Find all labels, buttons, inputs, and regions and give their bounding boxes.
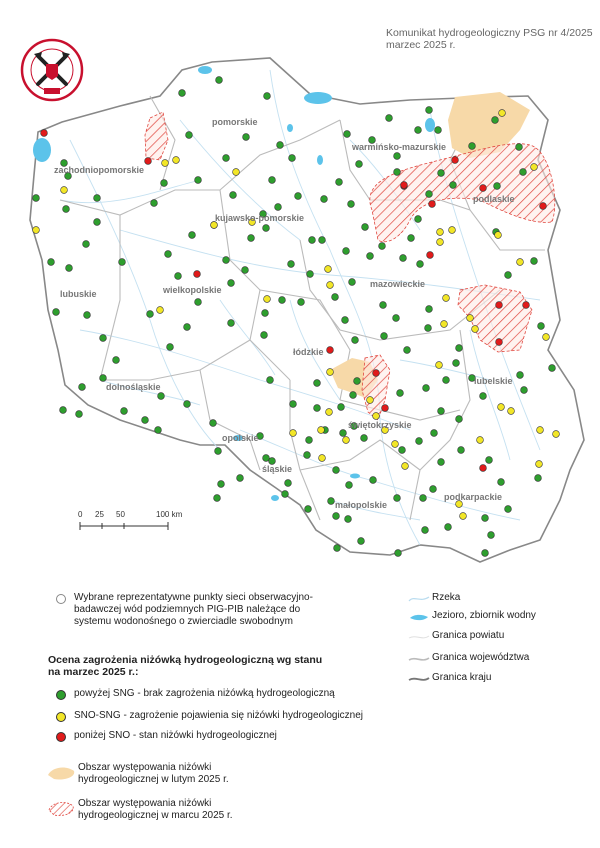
yellow-observation-point [327, 282, 334, 289]
green-observation-point [486, 457, 493, 464]
legend-kraj: Granica kraju [406, 672, 491, 686]
label-zachodniopomorskie: zachodniopomorskie [54, 165, 145, 175]
yellow-observation-point [460, 513, 467, 520]
yellow-observation-point [508, 408, 515, 415]
green-observation-point [343, 248, 350, 255]
green-observation-point [332, 294, 339, 301]
yellow-observation-point [326, 409, 333, 416]
green-observation-point [338, 404, 345, 411]
green-observation-point [228, 280, 235, 287]
green-observation-point [415, 127, 422, 134]
green-observation-point [394, 169, 401, 176]
legend-feb-area: Obszar występowania niżówki hydrogeologicznej w lutym 2025 r. [44, 762, 248, 786]
yellow-observation-point [467, 315, 474, 322]
green-observation-point [288, 261, 295, 268]
red-observation-point [327, 347, 334, 354]
green-observation-point [333, 467, 340, 474]
green-observation-point [83, 241, 90, 248]
legend-points: Wybrane reprezentatywne punkty sieci obserwacyjno-badawczej wód podziemnych PIG-PIB należące do systemu wodonośnego o zwierciadle swobodnym [48, 592, 368, 628]
green-observation-point [348, 201, 355, 208]
green-observation-point [445, 524, 452, 531]
red-observation-point [496, 302, 503, 309]
yellow-observation-point [343, 437, 350, 444]
green-observation-point [263, 225, 270, 232]
green-observation-point [33, 195, 40, 202]
green-observation-point [516, 144, 523, 151]
green-observation-point [155, 427, 162, 434]
yellow-observation-point [449, 227, 456, 234]
green-dot-icon [48, 688, 74, 702]
green-observation-point [426, 191, 433, 198]
yellow-observation-point [367, 397, 374, 404]
green-observation-point [367, 253, 374, 260]
green-observation-point [119, 259, 126, 266]
yellow-observation-point [517, 259, 524, 266]
yellow-observation-point [264, 296, 271, 303]
red-observation-point [523, 302, 530, 309]
green-observation-point [354, 378, 361, 385]
yellow-observation-point [498, 404, 505, 411]
green-observation-point [450, 182, 457, 189]
green-observation-point [482, 515, 489, 522]
scale-label-100: 100 km [156, 510, 183, 519]
label-malopolskie: małopolskie [335, 500, 388, 510]
green-observation-point [358, 538, 365, 545]
legend-red: poniżej SNO - stan niżówki hydrogeologicznej [48, 730, 277, 744]
green-observation-point [520, 169, 527, 176]
green-observation-point [422, 527, 429, 534]
red-observation-point [382, 405, 389, 412]
label-mazowieckie: mazowieckie [370, 279, 426, 289]
green-observation-point [142, 417, 149, 424]
yellow-dot-icon [48, 710, 74, 724]
green-observation-point [334, 545, 341, 552]
green-observation-point [230, 192, 237, 199]
yellow-observation-point [536, 461, 543, 468]
green-observation-point [438, 459, 445, 466]
green-observation-point [380, 302, 387, 309]
yellow-observation-point [443, 295, 450, 302]
voivodeship-border-icon [406, 652, 432, 666]
green-observation-point [282, 491, 289, 498]
green-observation-point [425, 325, 432, 332]
legend-powiat: Granica powiatu [406, 630, 504, 644]
green-observation-point [492, 117, 499, 124]
green-observation-point [248, 235, 255, 242]
green-observation-point [175, 273, 182, 280]
green-observation-point [482, 550, 489, 557]
green-observation-point [480, 393, 487, 400]
label-slaskie: śląskie [262, 464, 293, 474]
green-observation-point [517, 372, 524, 379]
green-observation-point [76, 411, 83, 418]
green-observation-point [167, 344, 174, 351]
green-observation-point [431, 430, 438, 437]
yellow-observation-point [499, 110, 506, 117]
green-observation-point [314, 405, 321, 412]
yellow-observation-point [531, 164, 538, 171]
green-observation-point [298, 299, 305, 306]
green-observation-point [438, 170, 445, 177]
yellow-observation-point [472, 326, 479, 333]
river-icon [406, 592, 432, 606]
green-observation-point [438, 408, 445, 415]
green-observation-point [379, 243, 386, 250]
green-observation-point [395, 550, 402, 557]
green-observation-point [100, 335, 107, 342]
green-observation-point [186, 132, 193, 139]
powiat-border-icon [406, 630, 432, 644]
green-observation-point [469, 143, 476, 150]
label-podkarpackie: podkarpackie [444, 492, 503, 502]
label-wielkopolskie: wielkopolskie [163, 285, 222, 295]
green-observation-point [48, 259, 55, 266]
green-observation-point [304, 452, 311, 459]
green-observation-point [521, 387, 528, 394]
legend-wojewodztwo: Granica województwa [406, 652, 529, 666]
red-observation-point [401, 182, 408, 189]
green-observation-point [345, 516, 352, 523]
green-observation-point [505, 272, 512, 279]
yellow-observation-point [327, 369, 334, 376]
green-observation-point [535, 475, 542, 482]
legend-river: Rzeka [406, 592, 460, 606]
yellow-observation-point [392, 441, 399, 448]
green-observation-point [121, 408, 128, 415]
green-observation-point [352, 337, 359, 344]
green-observation-point [261, 332, 268, 339]
yellow-observation-point [290, 430, 297, 437]
green-observation-point [113, 357, 120, 364]
green-observation-point [53, 309, 60, 316]
yellow-observation-point [437, 229, 444, 236]
red-observation-point [480, 185, 487, 192]
label-warminsko-mazurskie: warmińsko-mazurskie [352, 142, 447, 152]
label-dolnoslaskie: dolnośląskie [106, 382, 161, 392]
yellow-observation-point [162, 160, 169, 167]
yellow-observation-point [495, 232, 502, 239]
green-observation-point [417, 261, 424, 268]
green-observation-point [488, 532, 495, 539]
green-observation-point [456, 416, 463, 423]
green-observation-point [538, 323, 545, 330]
green-observation-point [399, 447, 406, 454]
green-observation-point [237, 475, 244, 482]
green-observation-point [370, 477, 377, 484]
green-observation-point [94, 195, 101, 202]
mar-area-icon [44, 798, 78, 820]
green-observation-point [195, 177, 202, 184]
green-observation-point [350, 392, 357, 399]
yellow-observation-point [233, 169, 240, 176]
red-observation-point [452, 157, 459, 164]
green-observation-point [60, 407, 67, 414]
legend-yellow: SNO-SNG - zagrożenie pojawienia się niżówki hydrogeologicznej [48, 710, 363, 724]
label-swietokrzyskie: świętokrzyskie [348, 420, 412, 430]
green-observation-point [147, 311, 154, 318]
green-observation-point [184, 401, 191, 408]
green-observation-point [165, 251, 172, 258]
green-observation-point [505, 506, 512, 513]
green-observation-point [494, 183, 501, 190]
green-observation-point [269, 177, 276, 184]
scale-label-50: 50 [116, 510, 125, 519]
green-observation-point [242, 267, 249, 274]
yellow-observation-point [319, 455, 326, 462]
green-observation-point [386, 115, 393, 122]
green-observation-point [307, 271, 314, 278]
green-observation-point [84, 312, 91, 319]
green-observation-point [361, 435, 368, 442]
green-observation-point [321, 196, 328, 203]
green-observation-point [340, 430, 347, 437]
green-observation-point [423, 385, 430, 392]
green-observation-point [344, 131, 351, 138]
green-observation-point [151, 200, 158, 207]
red-dot-icon [48, 730, 74, 744]
red-observation-point [194, 271, 201, 278]
green-observation-point [295, 193, 302, 200]
green-observation-point [531, 258, 538, 265]
green-observation-point [342, 317, 349, 324]
country-border-icon [406, 672, 432, 686]
green-observation-point [179, 90, 186, 97]
label-lubuskie: lubuskie [60, 289, 97, 299]
green-observation-point [189, 232, 196, 239]
green-observation-point [453, 360, 460, 367]
green-observation-point [426, 306, 433, 313]
yellow-observation-point [318, 427, 325, 434]
red-observation-point [373, 370, 380, 377]
green-observation-point [319, 237, 326, 244]
green-observation-point [279, 297, 286, 304]
green-observation-point [415, 216, 422, 223]
green-observation-point [243, 134, 250, 141]
green-observation-point [404, 347, 411, 354]
green-observation-point [290, 401, 297, 408]
green-observation-point [456, 345, 463, 352]
yellow-observation-point [373, 413, 380, 420]
green-observation-point [328, 498, 335, 505]
red-observation-point [427, 252, 434, 259]
green-observation-point [393, 315, 400, 322]
feb-area-icon [44, 762, 78, 784]
bulletin-date: marzec 2025 r. [386, 39, 456, 51]
legend-lake: Jezioro, zbiornik wodny [406, 610, 536, 624]
green-observation-point [381, 333, 388, 340]
green-observation-point [309, 237, 316, 244]
green-observation-point [275, 204, 282, 211]
yellow-observation-point [173, 157, 180, 164]
red-observation-point [145, 158, 152, 165]
green-observation-point [435, 127, 442, 134]
scale-bar [78, 512, 188, 532]
green-observation-point [426, 107, 433, 114]
label-podlaskie: podlaskie [473, 194, 515, 204]
yellow-observation-point [537, 427, 544, 434]
green-observation-point [430, 486, 437, 493]
yellow-observation-point [553, 431, 560, 438]
label-kujawsko-pomorskie: kujawsko-pomorskie [215, 213, 305, 223]
yellow-observation-point [325, 266, 332, 273]
green-observation-point [305, 506, 312, 513]
yellow-observation-point [61, 187, 68, 194]
yellow-observation-point [437, 239, 444, 246]
green-observation-point [349, 279, 356, 286]
label-opolskie: opolskie [222, 433, 259, 443]
green-observation-point [210, 420, 217, 427]
green-observation-point [285, 480, 292, 487]
yellow-observation-point [543, 334, 550, 341]
green-observation-point [195, 299, 202, 306]
green-observation-point [289, 155, 296, 162]
yellow-observation-point [402, 463, 409, 470]
label-pomorskie: pomorskie [212, 117, 258, 127]
green-observation-point [267, 377, 274, 384]
lake-icon [406, 610, 432, 624]
green-observation-point [443, 377, 450, 384]
green-observation-point [216, 77, 223, 84]
yellow-observation-point [441, 321, 448, 328]
green-observation-point [400, 255, 407, 262]
green-observation-point [420, 495, 427, 502]
green-observation-point [336, 179, 343, 186]
green-observation-point [314, 380, 321, 387]
green-observation-point [346, 482, 353, 489]
green-observation-point [458, 447, 465, 454]
green-observation-point [498, 479, 505, 486]
yellow-observation-point [436, 362, 443, 369]
green-observation-point [277, 142, 284, 149]
legend-green: powyżej SNG - brak zagrożenia niżówką hydrogeologiczną [48, 688, 335, 702]
green-observation-point [100, 375, 107, 382]
red-observation-point [480, 465, 487, 472]
yellow-observation-point [33, 227, 40, 234]
assessment-title: Ocena zagrożenia niżówką hydrogeologiczną wg stanu na marzec 2025 r.: [48, 654, 323, 678]
yellow-observation-point [157, 307, 164, 314]
green-observation-point [215, 448, 222, 455]
green-observation-point [223, 155, 230, 162]
green-observation-point [397, 390, 404, 397]
scale-label-25: 25 [95, 510, 104, 519]
green-observation-point [228, 320, 235, 327]
green-observation-point [408, 235, 415, 242]
green-observation-point [262, 310, 269, 317]
scale-label-0: 0 [78, 510, 83, 519]
green-observation-point [214, 495, 221, 502]
green-observation-point [394, 495, 401, 502]
label-lubelskie: lubelskie [474, 376, 513, 386]
red-observation-point [41, 130, 48, 137]
green-observation-point [223, 257, 230, 264]
green-observation-point [158, 393, 165, 400]
label-lodzkie: łódzkie [293, 347, 324, 357]
green-observation-point [264, 93, 271, 100]
green-observation-point [184, 324, 191, 331]
green-observation-point [549, 365, 556, 372]
yellow-observation-point [477, 437, 484, 444]
green-observation-point [63, 206, 70, 213]
green-observation-point [394, 153, 401, 160]
bulletin-title: Komunikat hydrogeologiczny PSG nr 4/2025 [386, 27, 593, 39]
green-observation-point [306, 437, 313, 444]
legend-mar-area: Obszar występowania niżówki hydrogeologicznej w marcu 2025 r. [44, 798, 258, 822]
red-observation-point [496, 339, 503, 346]
green-observation-point [94, 219, 101, 226]
red-observation-point [429, 201, 436, 208]
green-observation-point [79, 384, 86, 391]
red-observation-point [540, 203, 547, 210]
observation-point-icon [48, 592, 74, 606]
green-observation-point [333, 513, 340, 520]
green-observation-point [362, 224, 369, 231]
green-observation-point [356, 161, 363, 168]
green-observation-point [218, 481, 225, 488]
green-observation-point [161, 180, 168, 187]
green-observation-point [66, 265, 73, 272]
green-observation-point [416, 438, 423, 445]
